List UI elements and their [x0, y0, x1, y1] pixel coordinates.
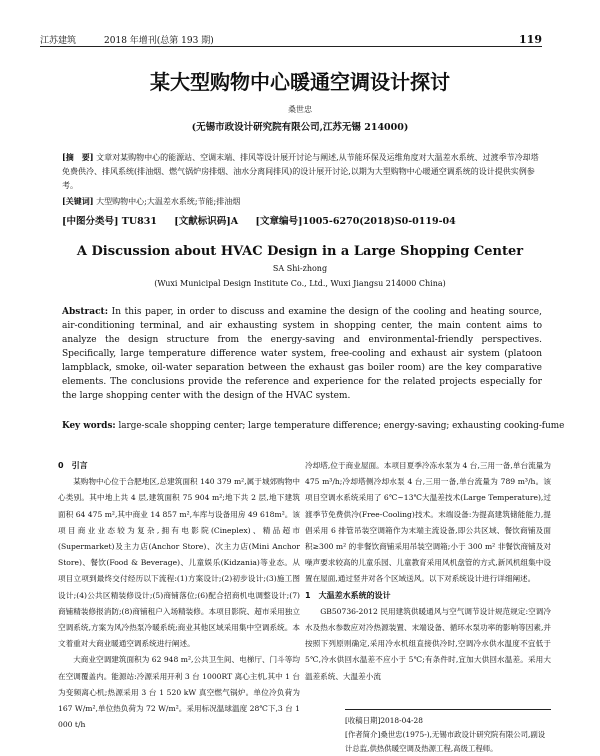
- abstract-cn-text: 文章对某购物中心的能源站、空调末端、排风等设计展开讨论与阐述,从节能环保及运维角度对大温差水系统、过渡季节冷却塔免费供冷、排风系统(排油烟、燃气锅炉房排烟、油水分离间排风)的设计展开讨论,以期为大型购物中心暖通空调系统的设计提供实例参考。: [62, 153, 539, 190]
- section-heading-1: 1 大温差水系统的设计: [305, 590, 391, 600]
- keywords-cn: [62, 196, 542, 207]
- author-en: SA Shi-zhong: [272, 264, 328, 273]
- abstract-cn: [62, 150, 542, 193]
- abstract-cn-label: [摘 要]: [62, 152, 94, 162]
- affiliation-en: (Wuxi Municipal Design Institute Co., Ltd., Wuxi Jiangsu 214000 China): [154, 279, 446, 288]
- received-date: [收稿日期]2018-04-28: [345, 716, 423, 725]
- abstract-en-label: Abstract:: [62, 307, 109, 317]
- keywords-en: [62, 421, 570, 431]
- author-bio: [作者简介]桑世忠(1975-),无锡市政设计研究院有限公司,副设计总监,供热供暖空调及热源工程,高级工程师。: [345, 730, 546, 753]
- keywords-en-label: Key words:: [62, 421, 116, 431]
- article-number: [文章编号]1005-6270(2018)S0-0119-04: [255, 216, 456, 227]
- section-heading-intro: 0 引言: [58, 461, 88, 470]
- body-column-left: [58, 458, 300, 733]
- classification-line: [62, 213, 560, 227]
- author-cn: 桑世忠: [288, 105, 312, 114]
- keywords-cn-text: 大型购物中心;大温差水系统;节能;排油烟: [96, 197, 241, 206]
- body-paragraph: 某购物中心位于合肥地区,总建筑面积 140 379 m²,属于城郊购物中心类别。其中地上共 4 层,建筑面积 75 904 m²;地下共 2 层,地下建筑面积 64 475 m²,其中商业 14 857 m²,车库与设备用房 49 618m²。该项目商业业态较为复杂,拥有电影院(Cineplex)、精品超市(Supermarket)及主力店(Anchor Store)、次主力店(Mini Anchor Store)、餐饮(Food & Beverage)、儿童娱乐(Kidzania)等业态。从项目立项到最终交付经历以下流程:(1)方案设计;(2)初步设计;(3)施工图设计;(4)公共区精装修设计;(5)商铺落位;(6)配合招商机电调整设计;(7)商铺精装修报消防;(8)商铺租户入场精装修。本项目影院、超市采用独立空调系统,方案为风冷热泵冷暖系统;商业其他区域采用集中空调系统。本文着重对大商业暖通空调系统进行阐述。: [58, 477, 300, 649]
- footnote: [345, 709, 551, 756]
- article-title-en: A Discussion about HVAC Design in a Large Shopping Center: [76, 244, 524, 259]
- affiliation-cn: (无锡市政设计研究院有限公司,江苏无锡 214000): [191, 122, 409, 133]
- running-header: [40, 30, 542, 47]
- keywords-en-text: large-scale shopping center; large temperature difference; energy-saving; exhausting cooking-fume: [118, 421, 565, 431]
- clc-number: [中图分类号] TU831: [62, 216, 157, 227]
- abstract-en: [62, 305, 542, 403]
- document-code: [文献标识码]A: [174, 216, 239, 227]
- journal-name: 江苏建筑: [40, 36, 77, 46]
- issue-info: 2018 年增刊(总第 193 期): [104, 36, 214, 46]
- body-paragraph: GB50736-2012 民用建筑供暖通风与空气调节设计规范规定:空调冷水及热水参数应对冷热源装置、末端设备、循环水泵功率的影响等因素,并按照下列原则确定,采用冷水机组直接供冷时,空调冷水供水温度不宜低于 5℃,冷水供回水温差不应小于 5℃;有条件时,宜加大供回水温差。采用大温差系统、大温差小流: [305, 606, 551, 681]
- keywords-cn-label: [关键词]: [62, 196, 94, 206]
- body-paragraph: 大商业空调建筑面积为 62 948 m²,公共卫生间、电梯厅、门斗等均在空调覆盖内。能源站:冷源采用开利 3 台 1000RT 离心主机,其中 1 台为变频离心机;热源采用 3 台 1 520 kW 真空燃气锅炉。单位冷负荷为 167 W/m²,单位热负荷为 72 W/m²。采用标况温球温度 28℃下,3 台 1 000 t/h: [58, 655, 300, 730]
- page-number: 119: [519, 33, 542, 46]
- body-column-right: [305, 458, 551, 685]
- body-paragraph: 冷却塔,位于商业屋面。本项目夏季冷冻水泵为 4 台,三用一备,单台流量为 475 m³/h;冷却塔侧冷却水泵 4 台,三用一备,单台流量为 789 m³/h。该项目空调水系统采用了 6℃~13℃大温差技术(Large Temperature),过渡季节免费供冷(Free-Cooling)技术。末端设备:为提高建筑储能能力,提倡采用 6 排管吊装空调箱作为末端主流设备,即公共区域、餐饮商铺及面积≥300 m² 的非餐饮商铺采用吊装空调箱;小于 300 m² 非餐饮商铺及对噪声要求较高的儿童乐园、儿童教育采用风机盘管的方式,新风机组集中设置在屋面,通过竖井对各个区域送风。以下对系统设计进行详细阐述。: [305, 461, 551, 584]
- abstract-en-text: In this paper, in order to discuss and examine the design of the cooling and heating source, air-conditioning terminal, and air exhausting system in shopping center, the main content aims to analyze the design structure from the energy-saving and environmental-friendly perspectives. Specifically, large temperature difference water system, free-cooling and exhaust air system (platoon lampblack, smoke, oil-water separation between the exhaust gas boiler room) are the key comparative elements. The conclusions provide the reference and experience for the related projects especially for the large shopping center with the design of the HVAC system.: [62, 307, 542, 401]
- article-title-cn: 某大型购物中心暖通空调设计探讨: [150, 70, 450, 94]
